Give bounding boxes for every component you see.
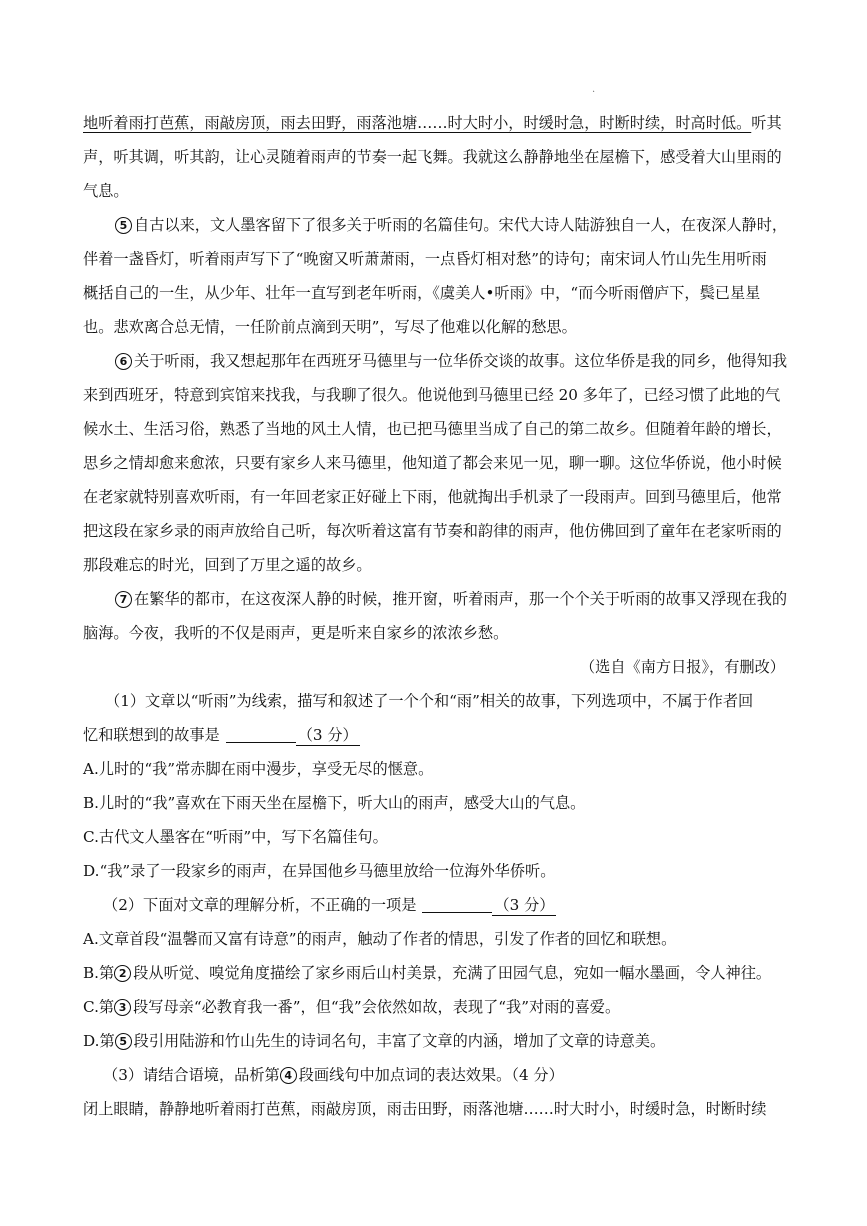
paragraph-ref-3: 3 [114,999,131,1016]
p4-line-3: 气息。 [83,182,129,200]
question-1-option-d: D.“我”录了一段家乡的雨声，在异国他乡马德里放给一位海外华侨听。 [83,862,556,880]
answer-blank[interactable] [422,894,492,913]
question-1-line-1: （1）文章以“听雨”为线索，描写和叙述了一个个和“雨”相关的故事，下列选项中，不属于作者回 [105,692,754,710]
p4-line-1: 地听着雨打芭蕉，雨敲房顶，雨去田野，雨落池塘……时大时小，时缓时急，时断时续，时高时低。听其 [83,114,782,132]
p5-line-2: 伴着一盏昏灯，听着雨声写下了“晚窗又听萧萧雨，一点昏灯相对愁”的诗句；南宋词人竹山先生用听雨 [83,250,767,268]
top-mark: . [592,84,596,95]
p6-line-3: 候水土、生活习俗，熟悉了当地的风土人情，也已把马德里当成了自己的第二故乡。但随着年龄的增长， [83,420,782,438]
p4-line-2: 声，听其调，听其韵，让心灵随着雨声的节奏一起飞舞。我就这么静静地坐在屋檐下，感受着大山里雨的 [83,148,782,166]
question-1-option-a: A.儿时的“我”常赤脚在雨中漫步，享受无尽的惬意。 [83,760,434,778]
paragraph-ref-5: 5 [115,1033,132,1050]
question-3-quote: 闭上眼睛，静静地听着雨打芭蕉，雨敲房顶，雨击田野，雨落池塘……时大时小，时缓时急，时断时续 [83,1100,767,1118]
question-1-option-b: B.儿时的“我”喜欢在下雨天坐在屋檐下，听大山的雨声，感受大山的气息。 [83,794,586,812]
question-2-option-b: B.第 2 段从听觉、嗅觉角度描绘了家乡雨后山村美景，充满了田园气息，宛如一幅水墨画，令人神往。 [83,964,772,982]
paragraph-ref-2: 2 [114,965,131,982]
question-1-line-2: 忆和联想到的故事是 （3 分） [83,726,358,744]
p5-line-1: 5 自古以来，文人墨客留下了很多关于听雨的名篇佳句。宋代大诗人陆游独自一人，在夜深人静时， [83,208,785,242]
underlined-sentence: 地听着雨打芭蕉，雨敲房顶，雨去田野，雨落池塘……时大时小，时缓时急，时断时续，时高时低。 [83,114,752,132]
p6-line-5: 在老家就特别喜欢听雨，有一年回老家正好碰上下雨，他就掏出手机录了一段雨声。回到马德里后，他常 [83,488,782,506]
p6-line-7: 那段难忘的时光，回到了万里之遥的故乡。 [83,556,372,574]
question-score: （3 分） [494,896,555,914]
paragraph-number-5: 5 [115,217,132,234]
question-2-option-c: C.第 3 段写母亲“必教育我一番”，但“我”会依然如故，表现了“我”对雨的喜爱。 [83,998,621,1016]
paragraph-number-6: 6 [115,353,132,370]
p6-line-1: 6 关于听雨，我又想起那年在西班牙马德里与一位华侨交谈的故事。这位华侨是我的同乡，他得知我 [83,344,785,378]
p5-line-3: 概括自己的一生，从少年、壮年一直写到老年听雨，《虞美人•听雨》中，“而今听雨僧庐下，鬓已星星 [83,284,761,302]
question-1-option-c: C.古代文人墨客在“听雨”中，写下名篇佳句。 [83,828,388,846]
question-2-option-a: A.文章首段“温馨而又富有诗意”的雨声，触动了作者的情思，引发了作者的回忆和联想。 [83,930,677,948]
p7-line-1: 7 在繁华的都市，在这夜深人静的时候，推开窗，听着雨声，那一个个关于听雨的故事又浮现在我的 [83,582,785,616]
question-score: （3 分） [297,726,358,744]
question-2: （2）下面对文章的理解分析，不正确的一项是 （3 分） [103,896,555,914]
answer-blank[interactable] [226,724,296,743]
question-2-option-d: D.第 5 段引用陆游和竹山先生的诗词名句，丰富了文章的内涵，增加了文章的诗意美。 [83,1032,666,1050]
p6-line-4: 思乡之情却愈来愈浓，只要有家乡人来马德里，他知道了都会来见一见，聊一聊。这位华侨说，他小时候 [83,454,782,472]
p6-line-6: 把这段在家乡录的雨声放给自己听，每次听着这富有节奏和韵律的雨声，他仿佛回到了童年在老家听雨的 [83,522,782,540]
paragraph-ref-4: 4 [280,1067,297,1084]
paragraph-number-7: 7 [115,591,132,608]
p7-line-2: 脑海。今夜，我听的不仅是雨声，更是听来自家乡的浓浓乡愁。 [83,624,509,642]
p5-line-4: 也。悲欢离合总无情，一任阶前点滴到天明”，写尽了他难以化解的愁思。 [83,318,577,336]
source-citation: （选自《南方日报》，有删改） [579,658,785,676]
document-page [83,106,788,1126]
p6-line-2: 来到西班牙，特意到宾馆来找我，与我聊了很久。他说他到马德里已经 20 多年了，已经习惯了此地的气 [83,386,781,404]
question-3: （3）请结合语境，品析第 4 段画线句中加点词的表达效果。（4 分） [103,1066,564,1084]
